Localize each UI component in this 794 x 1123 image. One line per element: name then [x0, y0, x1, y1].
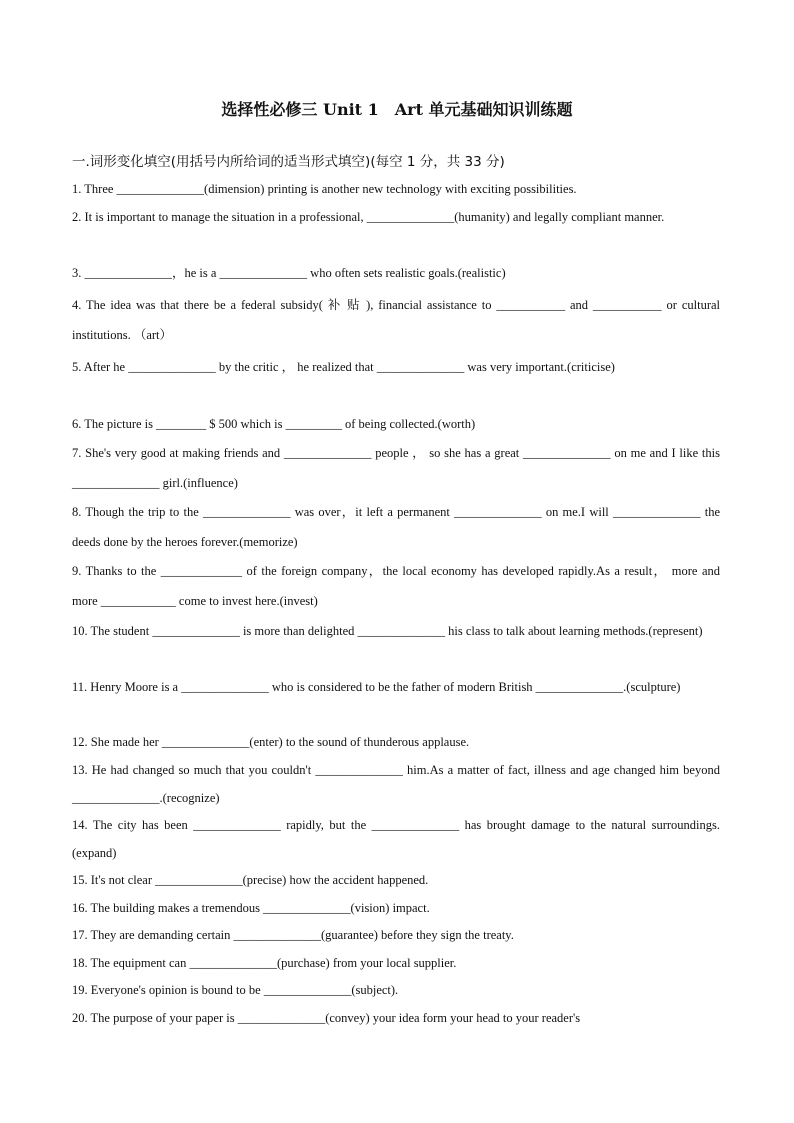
question-15: 15. It's not clear ______________(precise) how the accident happened. — [72, 873, 429, 887]
question-19: 19. Everyone's opinion is bound to be ______________(subject). — [72, 983, 399, 997]
question-16: 16. The building makes a tremendous ______________(vision) impact. — [72, 901, 430, 915]
question-9: 9. Thanks to the _____________ of the foreign company，the local economy has developed rapidly.As a result， more and more ____________ come to invest here.(invest) — [72, 564, 720, 608]
page-title: 选择性必修三 Unit 1 Art 单元基础知识训练题 — [221, 100, 573, 119]
question-10: 10. The student ______________ is more than delighted ______________ his class to talk about learning methods.(represent) — [72, 624, 703, 638]
question-13: 13. He had changed so much that you couldn't ______________ him.As a matter of fact, illness and age changed him beyond ______________.(recognize) — [72, 763, 720, 805]
question-12: 12. She made her ______________(enter) to the sound of thunderous applause. — [72, 735, 470, 749]
question-14: 14. The city has been ______________ rapidly, but the ______________ has brought damage to the natural surroundings.(expand) — [72, 818, 720, 860]
question-20: 20. The purpose of your paper is ______________(convey) your idea form your head to your reader's — [72, 1011, 581, 1025]
question-4: 4. The idea was that there be a federal subsidy( 补 贴 ), financial assistance to ___________ and ___________ or cultural institutions. （art） — [72, 298, 720, 342]
section-heading: 一.词形变化填空(用括号内所给词的适当形式填空)(每空 1 分，共 33 分) — [72, 154, 505, 170]
question-3: 3. ______________，he is a ______________ who often sets realistic goals.(realistic) — [72, 266, 506, 280]
question-18: 18. The equipment can ______________(purchase) from your local supplier. — [72, 956, 457, 970]
question-6: 6. The picture is ________ $ 500 which is _________ of being collected.(worth) — [72, 417, 476, 431]
question-17: 17. They are demanding certain ______________(guarantee) before they sign the treaty. — [72, 928, 514, 942]
question-2: 2. It is important to manage the situation in a professional, ______________(humanity) and legally compliant manner. — [72, 210, 665, 224]
question-5: 5. After he ______________ by the critic ， he realized that ______________ was very important.(criticise) — [72, 360, 615, 374]
question-11: 11. Henry Moore is a ______________ who is considered to be the father of modern British ______________.(sculpture) — [72, 680, 681, 694]
question-8: 8. Though the trip to the ______________ was over，it left a permanent ______________ on me.I will ______________ the deeds done by the heroes forever.(memorize) — [72, 505, 720, 549]
question-1: 1. Three ______________(dimension) printing is another new technology with exciting possibilities. — [72, 182, 577, 196]
question-7: 7. She's very good at making friends and ______________ people ， so she has a great ______________ on me and I like this ______________ girl.(influence) — [72, 446, 720, 490]
